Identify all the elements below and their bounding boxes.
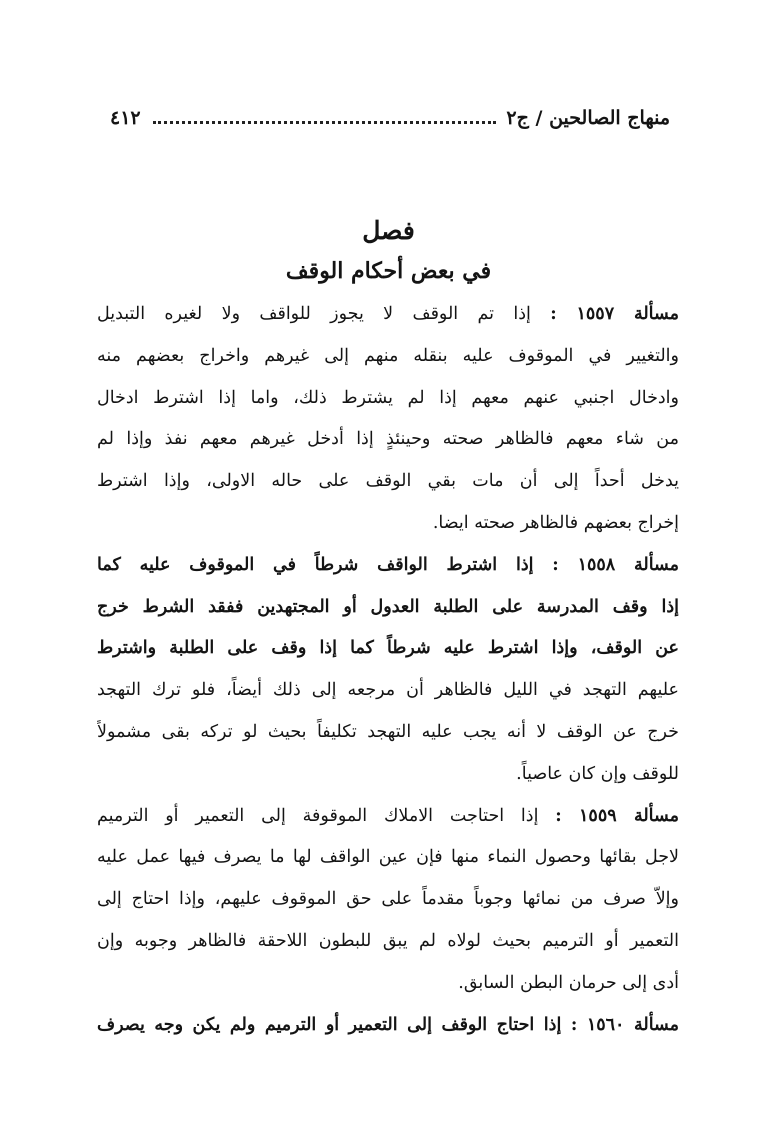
text-line (97, 963, 679, 1005)
section-title: فصل (362, 216, 415, 245)
line-text: إذا اشترط الواقف شرطاً في الموقوف عليه كما (97, 554, 534, 575)
line-text: للوقف وإن كان عاصياً. (516, 763, 679, 784)
page-number: ٤١٢ (110, 107, 141, 129)
line-text: عليهم التهجد في الليل فالظاهر أن مرجعه إلى ذلك أيضاً، فلو ترك التهجد (97, 680, 679, 701)
line-text: إذا تم الوقف لا يجوز للواقف ولا لغيره التبديل (97, 304, 531, 324)
line-text: إذا احتاج الوقف إلى التعمير أو الترميم ولم يكن وجه يصرف (97, 1014, 562, 1035)
text-line (97, 712, 679, 754)
text-line (97, 921, 679, 963)
header-dot-leader (153, 120, 497, 124)
text-line (97, 754, 679, 796)
line-text: وإلاّ صرف من نمائها وجوباً مقدماً على حق الموقوف عليهم، وإذا احتاج إلى (97, 889, 679, 910)
text-line (97, 503, 679, 545)
book-title: منهاج الصالحين / ج٢ (506, 107, 670, 129)
text-line (97, 336, 679, 378)
issue-marker: مسألة ١٥٥٧ : (550, 304, 679, 324)
text-line (97, 670, 679, 712)
text-line (97, 587, 679, 629)
text-line (97, 378, 679, 420)
text-line (97, 837, 679, 879)
line-text: إذا وقف المدرسة على الطلبة العدول أو المجتهدين ففقد الشرط خرج (97, 596, 679, 617)
section-subtitle: في بعض أحكام الوقف (285, 258, 492, 284)
line-text: إخراج بعضهم فالظاهر صحته ايضا. (432, 512, 679, 533)
body-text (97, 294, 679, 1046)
text-line (97, 796, 679, 838)
text-line (97, 545, 679, 587)
line-text: أدى إلى حرمان البطن السابق. (458, 972, 679, 993)
issue-marker: مسألة ١٥٦٠ : (570, 1014, 679, 1035)
issue-marker: مسألة ١٥٥٩ : (555, 805, 679, 826)
text-line (97, 1005, 679, 1047)
line-text: يدخل أحداً إلى أن مات بقي الوقف على حاله الاولى، وإذا اشترط (97, 471, 679, 492)
line-text: إذا احتاجت الاملاك الموقوفة إلى التعمير أو الترميم (97, 805, 539, 826)
text-line (97, 419, 679, 461)
text-line (97, 294, 679, 336)
line-text: لاجل بقائها وحصول النماء منها فإن عين الواقف لها ما يصرف فيها عمل عليه (97, 847, 679, 868)
line-text: خرج عن الوقف لا أنه يجب عليه التهجد تكليفاً بحيث لو تركه بقى مشمولاً (97, 721, 679, 742)
line-text: والتغيير في الموقوف عليه بنقله منهم إلى غيرهم واخراج بعضهم منه (97, 345, 679, 366)
line-text: عن الوقف، وإذا اشترط عليه شرطاً كما إذا وقف على الطلبة واشترط (97, 638, 679, 659)
running-header (100, 100, 670, 136)
line-text: من شاء معهم فالظاهر صحته وحينئذٍ إذا أدخل غيرهم معهم نفذ وإذا لم (97, 429, 679, 450)
issue-marker: مسألة ١٥٥٨ : (552, 554, 679, 575)
text-line (97, 879, 679, 921)
text-line (97, 628, 679, 670)
line-text: وادخال اجنبي عنهم معهم إذا لم يشترط ذلك، واما إذا اشترط ادخال (97, 387, 679, 408)
text-line (97, 461, 679, 503)
line-text: التعمير أو الترميم بحيث لولاه لم يبق للبطون اللاحقة فالظاهر وجوبه وإن (97, 930, 679, 951)
